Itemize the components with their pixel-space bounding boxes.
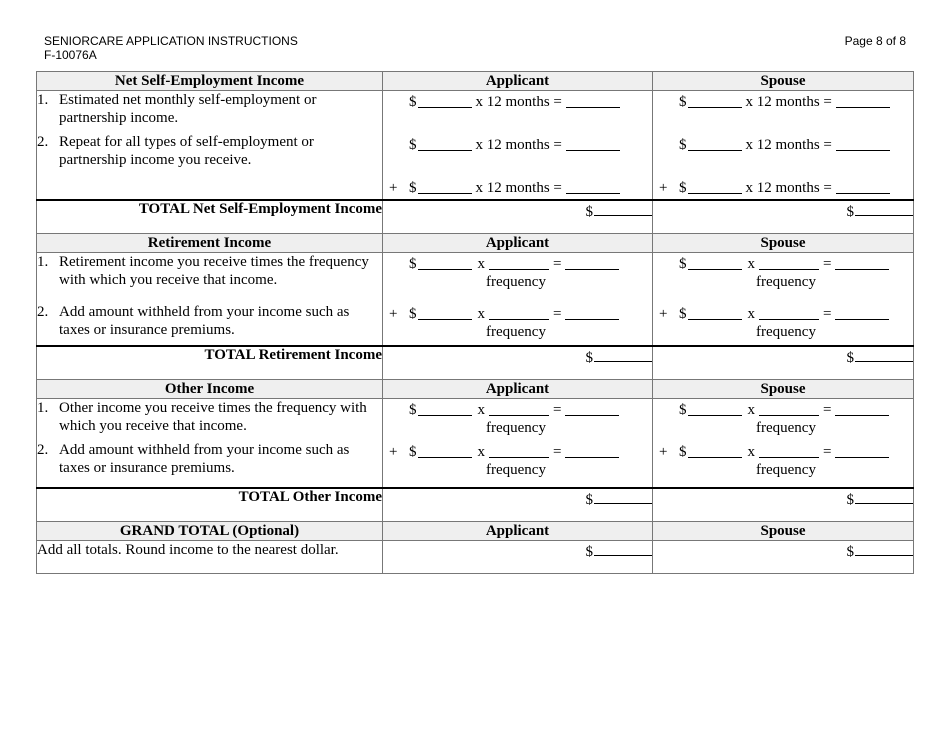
amount-blank[interactable] bbox=[418, 179, 472, 194]
list-item: 2. Add amount withheld from your income such as taxes or insurance premiums. bbox=[37, 304, 350, 338]
applicant-column-header: Applicant bbox=[383, 380, 653, 399]
spouse-column-header: Spouse bbox=[653, 234, 914, 253]
result-blank[interactable] bbox=[836, 93, 890, 108]
spouse-column-header: Spouse bbox=[653, 380, 914, 399]
self-employment-description bbox=[37, 91, 383, 201]
self-employment-header-row bbox=[37, 72, 914, 91]
form-title: SENIORCARE APPLICATION INSTRUCTIONS bbox=[44, 34, 298, 48]
self-employment-title: Net Self-Employment Income bbox=[37, 72, 383, 91]
self-employment-total-row bbox=[37, 200, 914, 234]
frequency-blank[interactable] bbox=[489, 401, 549, 416]
applicant-column-header: Applicant bbox=[383, 522, 653, 541]
frequency-blank[interactable] bbox=[759, 401, 819, 416]
total-blank[interactable] bbox=[855, 201, 913, 216]
spouse-self-employment-cell: $ x 12 months = $ x 12 months = + $ x 12 months = bbox=[653, 91, 914, 201]
applicant-retirement-cell: $ x = frequency + $ x = frequency bbox=[383, 253, 653, 347]
list-item: 1. Retirement income you receive times the frequency with which you receive that income. bbox=[37, 254, 369, 288]
total-blank[interactable] bbox=[855, 541, 913, 556]
list-item: 2. Repeat for all types of self-employment or partnership income you receive. bbox=[37, 134, 314, 168]
result-blank[interactable] bbox=[836, 136, 890, 151]
result-blank[interactable] bbox=[566, 136, 620, 151]
amount-blank[interactable] bbox=[418, 255, 472, 270]
frequency-blank[interactable] bbox=[489, 443, 549, 458]
form-number: F-10076A bbox=[44, 48, 97, 62]
other-income-description bbox=[37, 399, 383, 489]
grand-total-title: GRAND TOTAL (Optional) bbox=[37, 522, 383, 541]
amount-blank[interactable] bbox=[688, 93, 742, 108]
spouse-retirement-cell: $ x = frequency + $ x = frequency bbox=[653, 253, 914, 347]
spouse-other-income-cell: $ x = frequency + $ x = frequency bbox=[653, 399, 914, 489]
applicant-column-header: Applicant bbox=[383, 72, 653, 91]
amount-blank[interactable] bbox=[418, 93, 472, 108]
applicant-total-cell: $ bbox=[383, 488, 653, 522]
applicant-other-income-cell: $ x = frequency + $ x = frequency bbox=[383, 399, 653, 489]
amount-blank[interactable] bbox=[688, 305, 742, 320]
page-number: Page 8 of 8 bbox=[844, 34, 906, 48]
applicant-total-cell: $ bbox=[383, 200, 653, 234]
total-blank[interactable] bbox=[594, 347, 652, 362]
amount-blank[interactable] bbox=[688, 443, 742, 458]
retirement-title: Retirement Income bbox=[37, 234, 383, 253]
result-blank[interactable] bbox=[835, 401, 889, 416]
result-blank[interactable] bbox=[565, 401, 619, 416]
result-blank[interactable] bbox=[836, 179, 890, 194]
amount-blank[interactable] bbox=[688, 255, 742, 270]
spouse-total-cell: $ bbox=[653, 346, 914, 380]
retirement-header-row bbox=[37, 234, 914, 253]
grand-total-row bbox=[37, 541, 914, 574]
spouse-total-cell: $ bbox=[653, 200, 914, 234]
applicant-column-header: Applicant bbox=[383, 234, 653, 253]
result-blank[interactable] bbox=[566, 179, 620, 194]
retirement-description bbox=[37, 253, 383, 347]
result-blank[interactable] bbox=[565, 255, 619, 270]
amount-blank[interactable] bbox=[418, 305, 472, 320]
amount-blank[interactable] bbox=[418, 443, 472, 458]
self-employment-items-row bbox=[37, 91, 914, 201]
amount-blank[interactable] bbox=[418, 136, 472, 151]
spouse-grand-total-cell: $ bbox=[653, 541, 914, 574]
result-blank[interactable] bbox=[566, 93, 620, 108]
total-blank[interactable] bbox=[855, 489, 913, 504]
spouse-column-header: Spouse bbox=[653, 522, 914, 541]
result-blank[interactable] bbox=[835, 443, 889, 458]
other-income-title: Other Income bbox=[37, 380, 383, 399]
other-income-items-row bbox=[37, 399, 914, 489]
other-income-total-row bbox=[37, 488, 914, 522]
frequency-blank[interactable] bbox=[759, 443, 819, 458]
other-income-header-row bbox=[37, 380, 914, 399]
applicant-self-employment-cell: $ x 12 months = $ x 12 months = + $ x 12 months = bbox=[383, 91, 653, 201]
grand-total-instruction: Add all totals. Round income to the nearest dollar. bbox=[37, 541, 383, 574]
result-blank[interactable] bbox=[565, 443, 619, 458]
amount-blank[interactable] bbox=[688, 179, 742, 194]
total-blank[interactable] bbox=[594, 489, 652, 504]
total-blank[interactable] bbox=[855, 347, 913, 362]
amount-blank[interactable] bbox=[688, 136, 742, 151]
total-blank[interactable] bbox=[594, 541, 652, 556]
list-item: 2. Add amount withheld from your income such as taxes or insurance premiums. bbox=[37, 442, 350, 476]
grand-total-header-row bbox=[37, 522, 914, 541]
list-item: 1. Estimated net monthly self-employment or partnership income. bbox=[37, 92, 317, 126]
self-employment-total-label: TOTAL Net Self-Employment Income bbox=[37, 200, 383, 234]
result-blank[interactable] bbox=[565, 305, 619, 320]
applicant-grand-total-cell: $ bbox=[383, 541, 653, 574]
retirement-total-label: TOTAL Retirement Income bbox=[37, 346, 383, 380]
retirement-total-row bbox=[37, 346, 914, 380]
result-blank[interactable] bbox=[835, 255, 889, 270]
frequency-blank[interactable] bbox=[759, 305, 819, 320]
frequency-blank[interactable] bbox=[489, 255, 549, 270]
applicant-total-cell: $ bbox=[383, 346, 653, 380]
spouse-column-header: Spouse bbox=[653, 72, 914, 91]
other-income-total-label: TOTAL Other Income bbox=[37, 488, 383, 522]
amount-blank[interactable] bbox=[688, 401, 742, 416]
list-item: 1. Other income you receive times the frequency with which you receive that income. bbox=[37, 400, 367, 434]
retirement-items-row bbox=[37, 253, 914, 347]
spouse-total-cell: $ bbox=[653, 488, 914, 522]
result-blank[interactable] bbox=[835, 305, 889, 320]
income-worksheet-table bbox=[36, 71, 914, 574]
total-blank[interactable] bbox=[594, 201, 652, 216]
amount-blank[interactable] bbox=[418, 401, 472, 416]
frequency-blank[interactable] bbox=[489, 305, 549, 320]
frequency-blank[interactable] bbox=[759, 255, 819, 270]
